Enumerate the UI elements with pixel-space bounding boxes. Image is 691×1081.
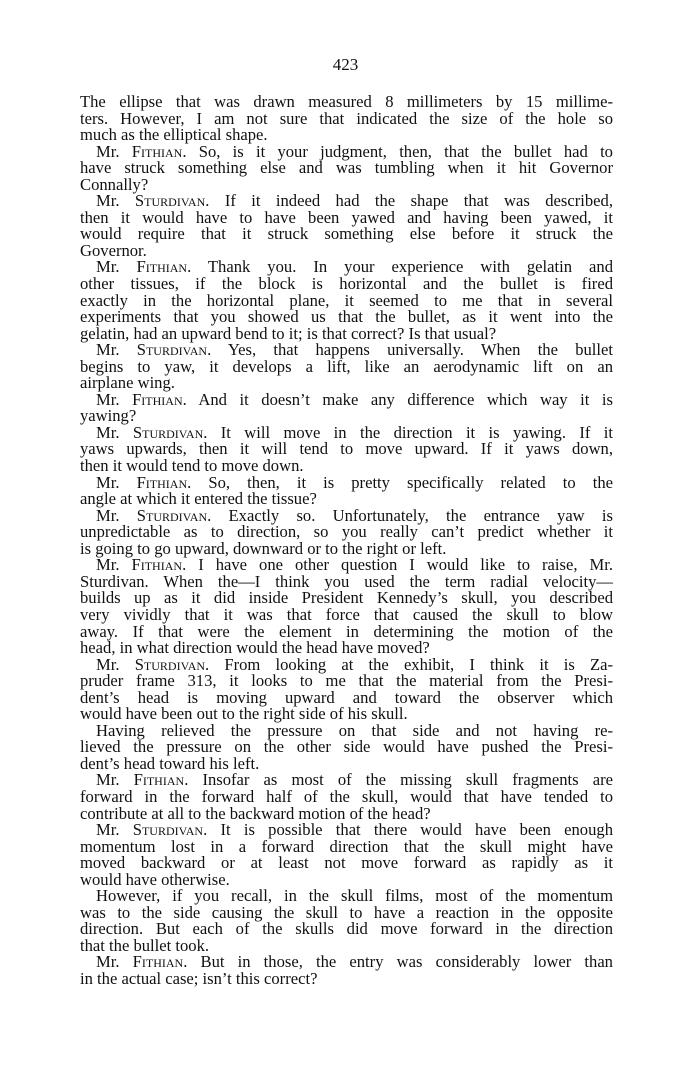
transcript-body — [80, 94, 613, 988]
paragraph — [80, 654, 613, 724]
speaker-title: Mr. — [96, 389, 133, 409]
line-text: direction. But each of the skulls did move forward in the direction — [80, 919, 613, 939]
paragraph — [80, 389, 613, 426]
paragraph — [80, 342, 613, 392]
line-text: However, if you recall, in the skull films, most of the momentum — [96, 886, 613, 906]
text-line — [80, 160, 613, 177]
line-text: in the actual case; isn’t this correct? — [80, 968, 318, 988]
line-text: other tissues, if the block is horizontal and the bullet is fired — [80, 274, 613, 294]
line-text: pruder frame 313, it looks to me that the material from the Presi- — [80, 671, 613, 691]
speaker-title: Mr. — [96, 257, 137, 277]
paragraph — [80, 954, 613, 987]
paragraph — [80, 505, 613, 558]
paragraph — [80, 94, 613, 144]
line-text: ters. However, I am not sure that indicated the size of the hole so — [80, 108, 613, 128]
paragraph — [80, 888, 613, 954]
paragraph — [80, 259, 613, 342]
speaker-name: Sturdivan — [134, 654, 206, 674]
paragraph — [80, 472, 613, 509]
paragraph — [80, 772, 613, 822]
speaker-title: Mr. — [96, 141, 132, 161]
line-text: . And it doesn’t make any difference which way it is — [182, 389, 613, 409]
line-text: is going to go upward, downward or to the right or left. — [80, 538, 447, 558]
speaker-name: Sturdivan — [132, 422, 204, 442]
line-text: Sturdivan. When the—I think you used the term radial velocity— — [80, 571, 613, 591]
speaker-title: Mr. — [96, 505, 137, 525]
speaker-title: Mr. — [96, 820, 133, 840]
text-line — [80, 968, 613, 988]
speaker-title: Mr. — [96, 770, 134, 790]
paragraph — [80, 141, 613, 194]
speaker-title: Mr. — [96, 654, 135, 674]
speaker-name: Fithian — [132, 952, 184, 972]
line-text: dent’s head toward his left. — [80, 753, 260, 773]
line-text: much as the elliptical shape. — [80, 125, 268, 145]
line-text: would have been out to the right side of his skull. — [80, 704, 408, 724]
line-text: dent’s head is moving upward and toward the observer which — [80, 687, 613, 707]
speaker-name: Fithian — [136, 257, 188, 277]
line-text: yawing? — [80, 406, 137, 426]
line-text: would require that it struck something else before it struck the — [80, 224, 613, 244]
line-text: very vividly that it was that force that caused the skull to blow — [80, 604, 613, 624]
speaker-name: Sturdivan — [134, 191, 206, 211]
line-text: Connally? — [80, 174, 149, 194]
speaker-name: Sturdivan — [132, 820, 204, 840]
line-text: . Exactly so. Unfortunately, the entrance yaw is — [207, 505, 613, 525]
speaker-name: Sturdivan — [136, 340, 208, 360]
paragraph — [80, 193, 613, 259]
speaker-title: Mr. — [96, 555, 132, 575]
line-text: . Yes, that happens universally. When the bullet — [207, 340, 613, 360]
line-text: would have otherwise. — [80, 869, 230, 889]
paragraph — [80, 557, 613, 656]
line-text: Having relieved the pressure on that side and not having re- — [96, 720, 613, 740]
line-text: was to the side causing the skull to have a reaction in the opposite — [80, 902, 613, 922]
line-text: airplane wing. — [80, 373, 175, 393]
speaker-title: Mr. — [96, 340, 137, 360]
speaker-name: Fithian — [136, 472, 188, 492]
line-text: . If it indeed had the shape that was described, — [205, 191, 613, 211]
line-text: . So, is it your judgment, then, that the bullet had to — [182, 141, 613, 161]
line-text: lieved the pressure on the other side would have pushed the Presi- — [80, 737, 613, 757]
line-text: . From looking at the exhibit, I think it is Za- — [205, 654, 613, 674]
speaker-name: Fithian — [133, 770, 185, 790]
line-text: then it would tend to move down. — [80, 456, 304, 476]
line-text: Governor. — [80, 240, 147, 260]
line-text: angle at which it entered the tissue? — [80, 489, 317, 509]
paragraph — [80, 422, 613, 476]
speaker-name: Fithian — [132, 389, 183, 409]
line-text: The ellipse that was drawn measured 8 millimeters by 15 millime- — [80, 92, 613, 111]
text-line — [80, 389, 613, 409]
speaker-name: Sturdivan — [136, 505, 208, 525]
line-text: . So, then, it is pretty specifically related to the — [187, 472, 613, 492]
speaker-title: Mr. — [96, 191, 135, 211]
line-text: moved backward or at least not move forward as rapidly as it — [80, 853, 613, 873]
speaker-title: Mr. — [96, 472, 137, 492]
speaker-name: Fithian — [131, 555, 183, 575]
line-text: head, in what direction would the head have moved? — [80, 638, 430, 658]
line-text: exactly in the horizontal plane, it seemed to me that in several — [80, 290, 613, 310]
line-text: . Thank you. In your experience with gelatin and — [187, 257, 613, 277]
speaker-name: Fithian — [131, 141, 183, 161]
line-text: . But in those, the entry was considerably lower than — [183, 952, 613, 972]
line-text: that the bullet took. — [80, 935, 210, 955]
text-line — [80, 226, 613, 243]
line-text: . It is possible that there would have been enough — [203, 820, 613, 840]
line-text: away. If that were the element in determining the motion of the — [80, 621, 613, 641]
line-text: builds up as it did inside President Kennedy’s skull, you described — [80, 588, 613, 608]
line-text: experiments that you showed us that the bullet, as it went into the — [80, 307, 613, 327]
line-text: have struck something else and was tumbling when it hit Governor — [80, 158, 613, 178]
line-text: gelatin, had an upward bend to it; is that correct? Is that usual? — [80, 323, 497, 343]
line-text: yaws upwards, then it will tend to move upward. If it yaws down, — [80, 439, 613, 459]
line-text: then it would have to have been yawed and having been yawed, it — [80, 207, 613, 227]
speaker-title: Mr. — [96, 952, 133, 972]
line-text: . It will move in the direction it is yawing. If it — [203, 422, 613, 442]
paragraph — [80, 720, 613, 773]
line-text: contribute at all to the backward motion of the head? — [80, 803, 431, 823]
line-text: begins to yaw, it develops a lift, like an aerodynamic lift on an — [80, 356, 613, 376]
line-text: forward in the forward half of the skull, would that have tended to — [80, 786, 613, 806]
line-text: . I have one other question I would like to raise, Mr. — [182, 555, 613, 575]
line-text: momentum lost in a forward direction that the skull might have — [80, 836, 613, 856]
line-text: . Insofar as most of the missing skull fragments are — [184, 770, 613, 790]
speaker-title: Mr. — [96, 422, 133, 442]
line-text: unpredictable as to direction, so you really can’t predict whether it — [80, 522, 613, 542]
paragraph — [80, 822, 613, 888]
page-number: 423 — [332, 55, 359, 74]
